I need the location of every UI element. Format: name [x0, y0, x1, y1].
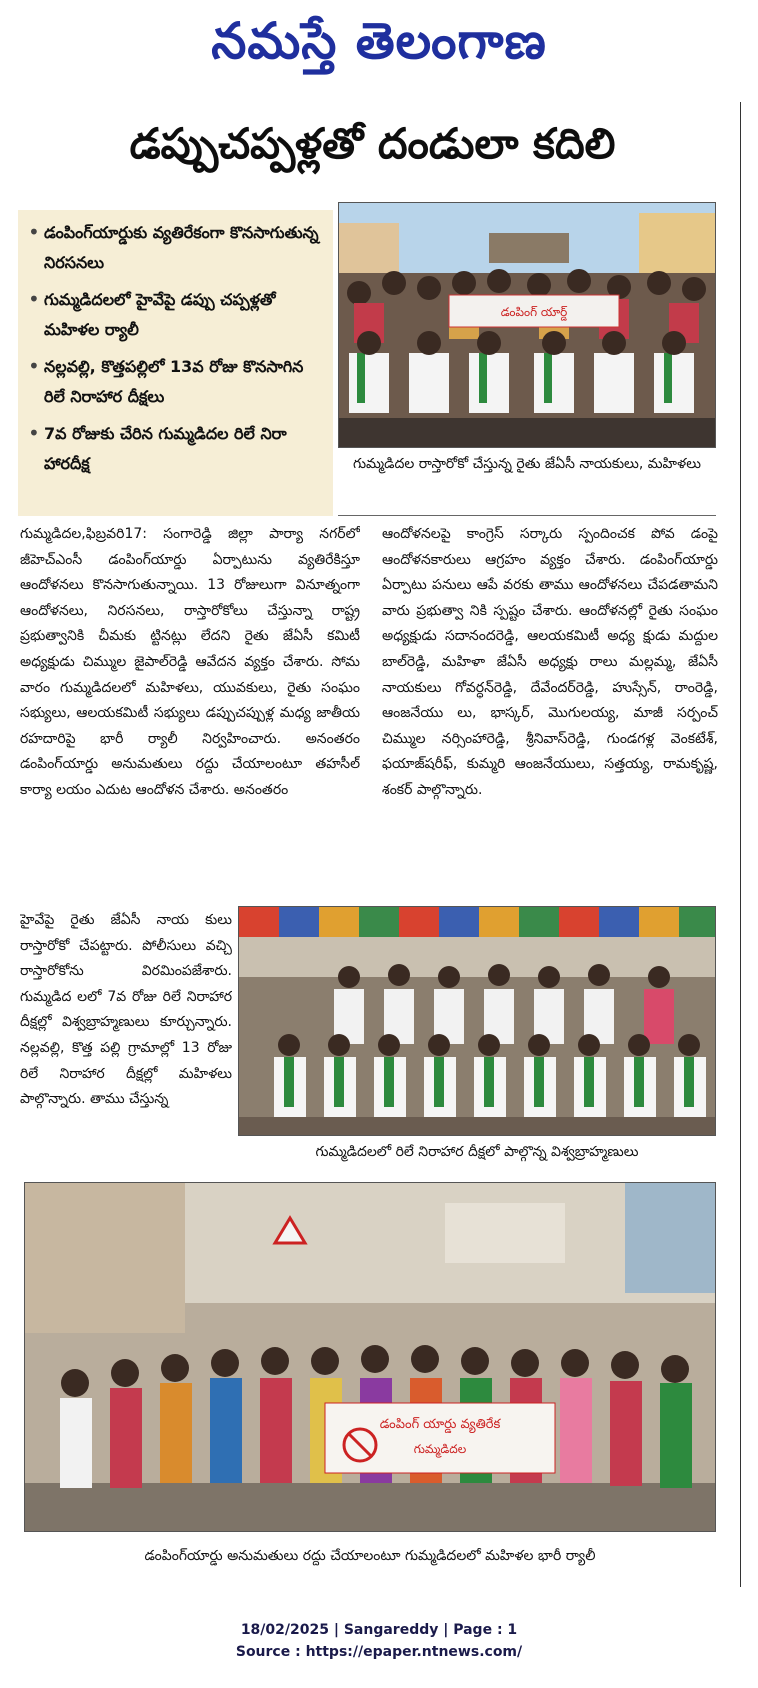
photo-caption-top: గుమ్మడిదల రాస్తారోకో చేస్తున్న రైతు జేఏసీ నాయకులు, మహిళలు	[353, 456, 701, 472]
highlight-item	[28, 285, 325, 345]
highlight-text: నల్లవల్లి, కొత్తపల్లిలో 13వ రోజు కొనసాగిన రిలే నిరాహార దీక్షలు	[44, 357, 304, 406]
article-column-right: ఆందోళనలపై కాంగ్రెస్ సర్కారు స్పందించక పోవ డంపై ఆందోళనకారులు ఆగ్రహం వ్యక్తం చేశారు. డంపింగ్‌యార్డు ఏర్పాటు పనులు ఆపే వరకు తాము ఆందోళనలు చేపడతామని వారు ప్రభుత్వా నికి స్పష్టం చేశారు. ఆందోళనల్లో రైతు సంఘం అధ్యక్షుడు సదానందరెడ్డి, ఆలయకమిటీ అధ్య క్షుడు మద్దుల బాల్‌రెడ్డి, మహిళా జేఏసీ అధ్యక్షు రాలు మల్లమ్మ, జేఏసీ నాయకులు గోవర్ధన్‌రెడ్డి, దేవేందర్‌రెడ్డి, హుస్సేన్, రాంరెడ్డి, ఆంజనేయు లు, భాస్కర్, మొగులయ్య, మాజీ సర్పంచ్ చిమ్ముల నర్సింహారెడ్డి, శ్రీనివాస్‌రెడ్డి, గుండగళ్ల వెంకటేశ్, ఫయాజ్‌షరీఫ్, కుమ్మరి ఆంజనేయులు, సత్తయ్య, రామకృష్ణ, శంకర్ పాల్గొన్నారు.	[382, 526, 718, 798]
bullet-icon: •	[28, 421, 40, 445]
hunger-strike-photo	[239, 907, 716, 1136]
article-column-left: గుమ్మడిదల,ఫిబ్రవరి17: సంగారెడ్డి జిల్లా పార్యా నగర్‌లో జీహెచ్‌ఎంసీ డంపింగ్‌యార్డు ఏర్పాటును వ్యతిరేకిస్తూ ఆందోళనలు కొనసాగుతున్నాయి. 13 రోజులుగా వినూత్నంగా ఆందోళనలు, నిరసనలు, రాస్తారోకోలు చేస్తున్నా రాష్ట్ర ప్రభుత్వానికి చీమకు ట్టినట్లు లేదని రైతు జేఏసీ కమిటీ అధ్యక్షుడు చిమ్ముల జైపాల్‌రెడ్డి ఆవేదన వ్యక్తం చేశారు. సోమ వారం గుమ్మడిదలలో మహిళలు, యువకులు, రైతు సంఘం సభ్యులు, ఆలయకమిటీ సభ్యులు డప్పుచప్పుళ్ల మధ్య జాతీయ రహదారిపై భారీ ర్యాలీ నిర్వహించారు. అనంతరం డంపింగ్‌యార్డు అనుమతులు రద్దు చేయాలంటూ తహసీల్ కార్యా లయం ఎదుట ఆందోళన చేశారు. అనంతరం	[20, 526, 360, 798]
highlight-item	[28, 218, 325, 278]
caption-divider	[338, 515, 716, 516]
highlight-item	[28, 419, 325, 479]
footer-source: Source : https://epaper.ntnews.com/	[235, 1644, 523, 1660]
highlight-text: గుమ్మడిదలలో హైవేపై డప్పు చప్పళ్లతో మహిళల ర్యాలీ	[44, 290, 276, 339]
highlights-box	[18, 210, 333, 516]
rally-banner-subtext: గుమ్మడిదల	[413, 1442, 467, 1456]
highlight-item	[28, 352, 325, 412]
headline: డప్పుచప్పళ్లతో దండులా కదిలి	[129, 119, 616, 168]
highlight-text: 7వ రోజుకు చేరిన గుమ్మడిదల రిలే నిరా హారదీక్ష	[44, 424, 287, 473]
footer-dateline: 18/02/2025 | Sangareddy | Page : 1	[240, 1622, 518, 1638]
photo-women-rally	[24, 1182, 716, 1532]
bullet-icon: •	[28, 287, 40, 311]
photo-caption-bottom: డంపింగ్‌యార్డు అనుమతులు రద్దు చేయాలంటూ గుమ్మడిదలలో మహిళల భారీ ర్యాలీ	[144, 1548, 596, 1564]
bullet-icon: •	[28, 354, 40, 378]
highlight-text: డంపింగ్‌యార్డుకు వ్యతిరేకంగా కొనసాగుతున్న నిరసనలు	[44, 223, 319, 272]
photo-rasta-roko	[338, 202, 716, 448]
photo-caption-middle: గుమ్మడిదలలో రిలే నిరాహార దీక్షలో పాల్గొన్న విశ్వబ్రాహ్మణులు	[315, 1144, 639, 1160]
women-rally-photo	[25, 1183, 716, 1532]
masthead-logo: నమస్తే తెలంగాణ	[211, 12, 547, 70]
photo-relay-hunger-strike	[238, 906, 716, 1136]
photo-banner-text: డంపింగ్ యార్డ్	[500, 305, 568, 319]
protest-crowd-photo	[339, 203, 716, 448]
bullet-icon: •	[28, 220, 40, 244]
column-rule	[740, 102, 741, 1587]
article-column-left-continued: హైవేపై రైతు జేఏసీ నాయ కులు రాస్తారోకో చేపట్టారు. పోలీసులు వచ్చి రాస్తారోకోను విరమింపజేశారు. గుమ్మడిద లలో 7వ రోజు రిలే నిరాహార దీక్షల్లో విశ్వబ్రాహ్మణులు కూర్చున్నారు. నల్లవల్లి, కొత్త పల్లి గ్రామాల్లో 13 రోజు రిలే నిరాహార దీక్షల్లో మహిళలు పాల్గొన్నారు. తాము చేస్తున్న	[20, 912, 232, 1108]
rally-banner-text: డంపింగ్ యార్డు వ్యతిరేక	[379, 1417, 501, 1432]
